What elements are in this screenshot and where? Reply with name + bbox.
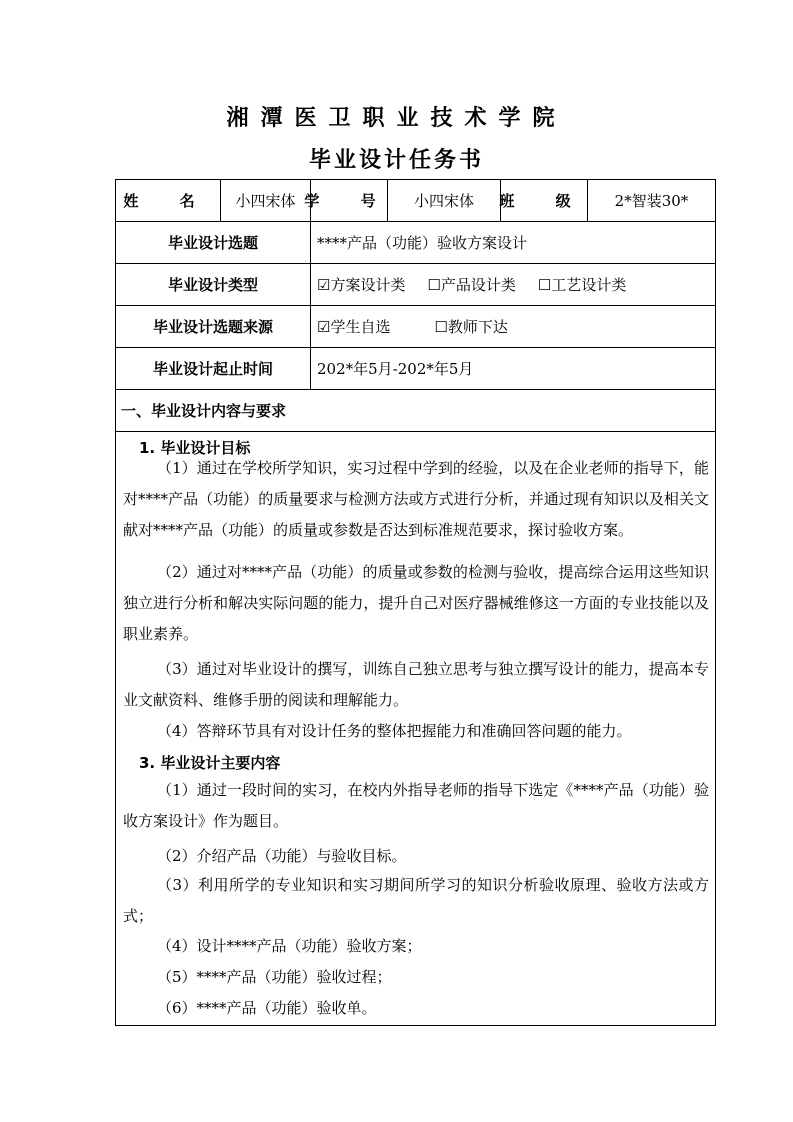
row-divider: [115, 431, 716, 432]
source-label: 毕业设计选题来源: [152, 318, 273, 336]
topic-value: ****产品（功能）验收方案设计: [317, 234, 528, 252]
content-paragraph: （1）通过一段时间的实习，在校内外指导老师的指导下选定《****产品（功能）验收方案设计》作为题目。: [123, 781, 709, 830]
period-label: 毕业设计起止时间: [152, 360, 273, 378]
source-option-teacher[interactable]: ☐教师下达: [434, 318, 508, 336]
content-paragraph: （5）****产品（功能）验收过程；: [157, 968, 392, 986]
content-paragraph: （4）设计****产品（功能）验收方案；: [157, 937, 422, 955]
type-options: [317, 264, 712, 305]
content-paragraph: （6）****产品（功能）验收单。: [157, 999, 377, 1017]
goal-heading: 1. 毕业设计目标: [139, 439, 251, 457]
type-option-scheme[interactable]: ☑方案设计类: [317, 276, 406, 294]
type-option-process[interactable]: ☐工艺设计类: [537, 276, 627, 294]
school-name: 湘潭医卫职业技术学院: [226, 106, 567, 131]
goal-paragraph: （2）通过对****产品（功能）的质量或参数的检测与验收，提高综合运用这些知识独立进行分析和解决实际问题的能力，提升自己对医疗器械维修这一方面的专业技能以及职业素养。: [123, 563, 709, 643]
name-label: 姓 名: [123, 192, 213, 210]
content-paragraph: （3）利用所学的专业知识和实习期间所学习的知识分析验收原理、验收方法或方式；: [123, 876, 709, 925]
goal-paragraph: （4）答辩环节具有对设计任务的整体把握能力和准确回答问题的能力。: [157, 722, 632, 740]
col-divider: [310, 221, 311, 389]
document-title: 毕业设计任务书: [308, 148, 484, 173]
source-option-student[interactable]: ☑学生自选: [317, 318, 391, 336]
period-value: 202*年5月-202*年5月: [317, 360, 474, 378]
content-heading: 3. 毕业设计主要内容: [139, 754, 281, 772]
type-option-product[interactable]: ☐产品设计类: [427, 276, 516, 294]
class-label: 班 级: [499, 192, 589, 210]
type-label: 毕业设计类型: [167, 276, 258, 294]
source-options: [317, 306, 712, 347]
name-value: 小四宋体: [235, 192, 296, 210]
content-paragraph: （2）介绍产品（功能）与验收目标。: [157, 847, 407, 865]
topic-label: 毕业设计选题: [167, 234, 258, 252]
student-id-value: 小四宋体: [413, 192, 474, 210]
student-id-label: 学 号: [304, 192, 394, 210]
goal-paragraph: （1）通过在学校所学知识，实习过程中学到的经验，以及在企业老师的指导下，能对****产品（功能）的质量要求与检测方法或方式进行分析，并通过现有知识以及相关文献对****产品（功能）的质量或参数是否达到标准规范要求，探讨验收方案。: [123, 459, 709, 539]
section-heading: 一、毕业设计内容与要求: [121, 402, 287, 420]
class-value: 2*智装30*: [614, 192, 689, 210]
goal-paragraph: （3）通过对毕业设计的撰写，训练自己独立思考与独立撰写设计的能力，提高本专业文献资料、维修手册的阅读和理解能力。: [123, 660, 709, 709]
